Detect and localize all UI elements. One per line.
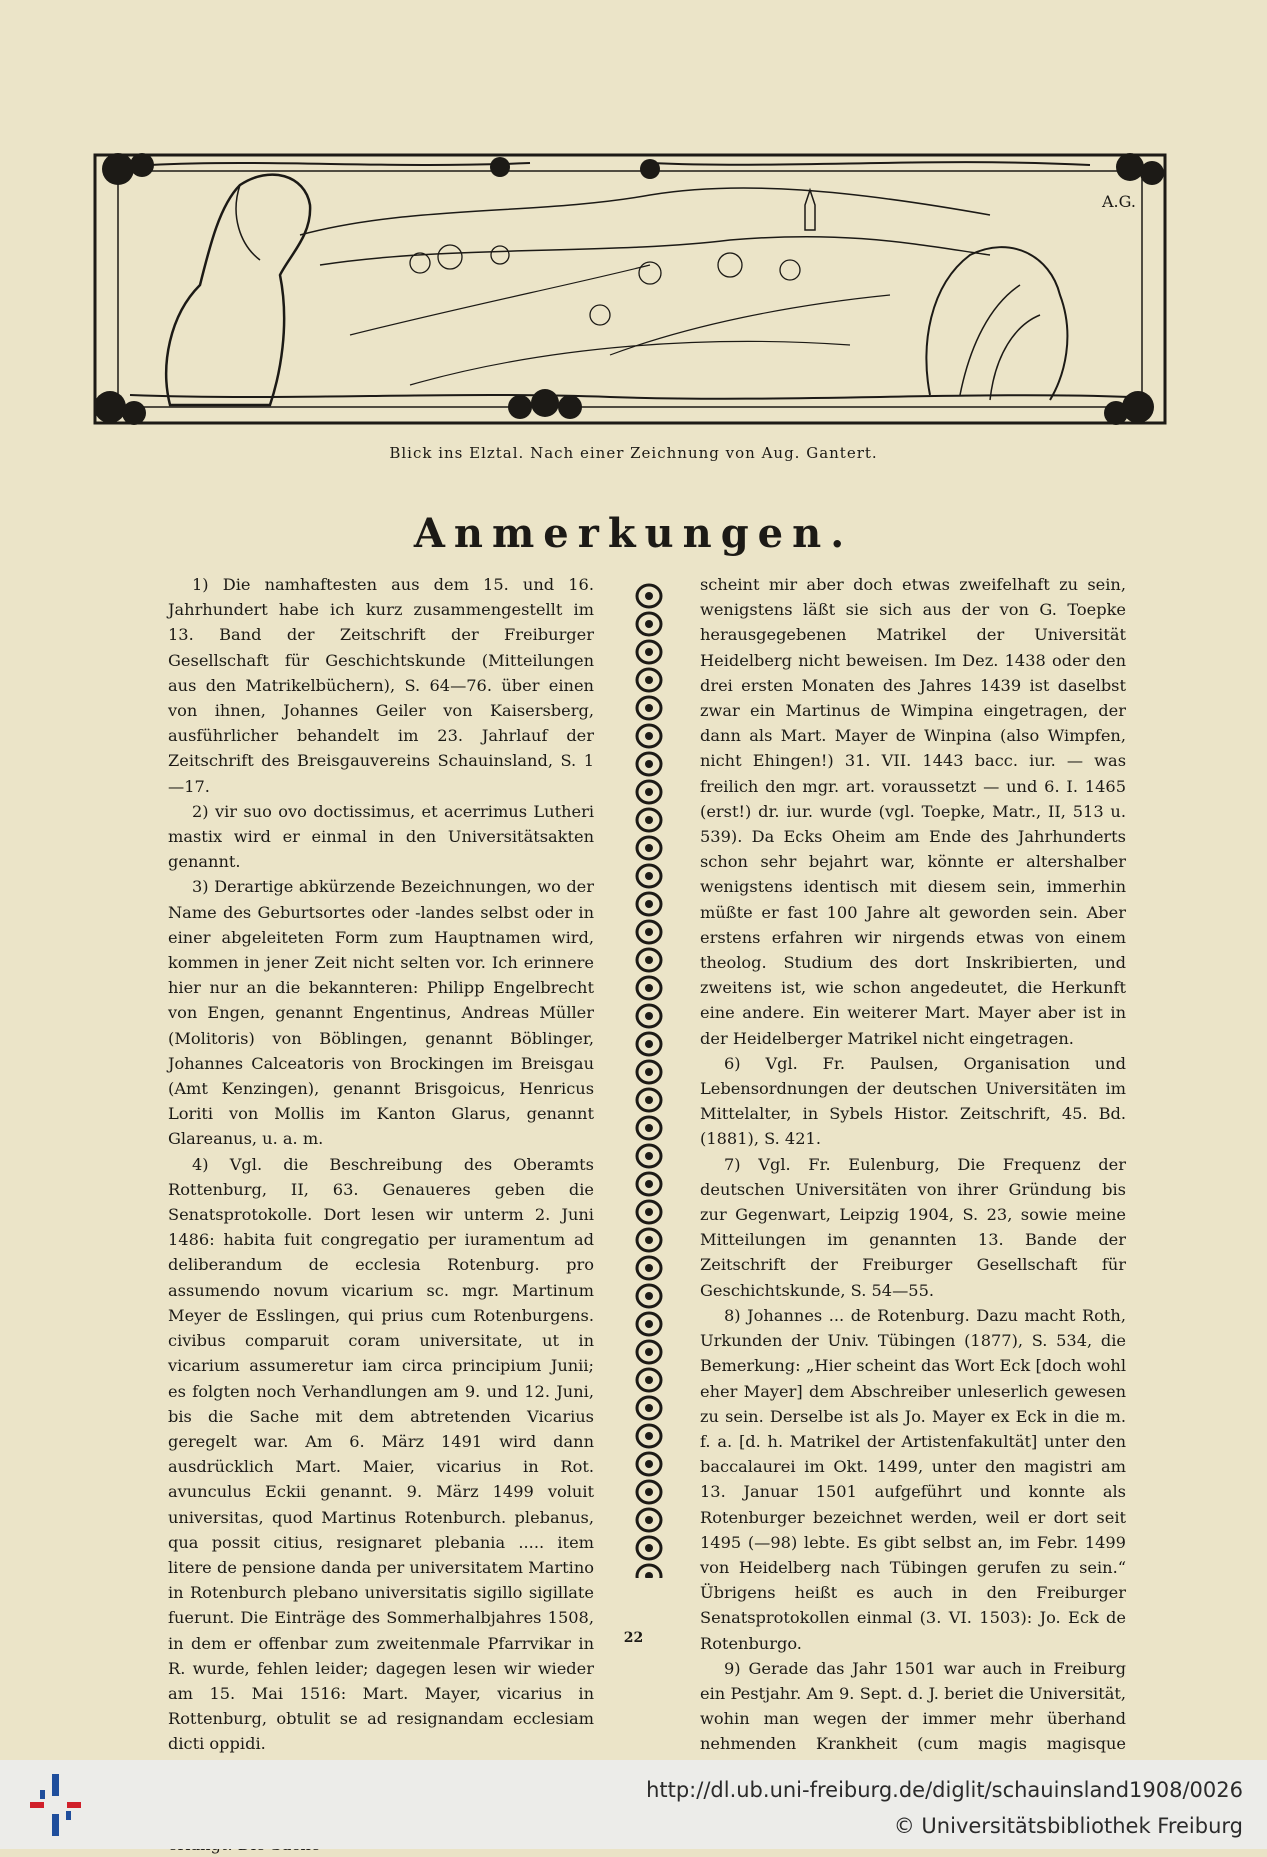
- divider-ornament: [637, 1033, 661, 1055]
- divider-ornament: [637, 1369, 661, 1391]
- divider-ornament: [637, 613, 661, 635]
- divider-ornament: [637, 781, 661, 803]
- divider-ornament: [637, 977, 661, 999]
- divider-ornament: [637, 1565, 661, 1578]
- footnote-1: 1) Die namhaftesten aus dem 15. und 16. Jahrhundert habe ich kurz zusammengestellt im 13. Band der Zeitschrift der Freiburger Gesellschaft für Geschichtskunde (Mitteilungen aus den Matrikelbüchern), S. 64—76. über einen von ihnen, Johannes Geiler von Kaisersberg, ausführlicher behandelt im 23. Jahrlauf der Zeitschrift des Breisgauvereins Schauinsland, S. 1—17.: [168, 575, 594, 796]
- footnote-4: 4) Vgl. die Beschreibung des Oberamts Rottenburg, II, 63. Genaueres geben die Senatsprotokolle. Dort lesen wir unterm 2. Juni 1486: habita fuit congregatio per iuramentum ad deliberandum de ecclesia Rotenburg. pro assumendo novum vicarium sc. mgr. Martinum Meyer de Esslingen, qui prius cum Rotenburgens. civibus comparuit coram universitate, ut in vicarium assumeretur iam circa principium Junii; es folgten noch Verhandlungen am 9. und 12. Juni, bis die Sache mit dem abtretenden Vicarius geregelt war. Am 6. März 1491 wird dann ausdrücklich Mart. Maier, vicarius in Rot. avunculus Eckii genannt. 9. März 1499 voluit universitas, quod Martinus Rotenburch. plebanus, qua possit citius, resignaret plebania ..... item litere de pensione danda per universitatem Martino in Rotenburch plebano universitatis sigillo sigillate fuerunt. Die Einträge des Sommerhalbjahres 1508, in dem er offenbar zum zweitenmale Pfarrvikar in R. wurde, fehlen leider; dagegen lesen wir wieder am 15. Mai 1516: Mart. Mayer, vicarius in Rottenburg, obtulit se ad resignandam ecclesiam dicti oppidi.: [168, 1154, 594, 1754]
- divider-ornament: [637, 949, 661, 971]
- artist-signature: A.G.: [1102, 192, 1136, 211]
- page-heading: Anmerkungen.: [413, 510, 854, 557]
- divider-ornament: [637, 837, 661, 859]
- divider-ornament: [637, 893, 661, 915]
- illustration-drawing: [90, 145, 1170, 435]
- divider-ornament: [637, 585, 661, 607]
- divider-ornament: [637, 809, 661, 831]
- divider-ornament: [637, 1257, 661, 1279]
- divider-ornament: [637, 1397, 661, 1419]
- library-logo-icon: [30, 1774, 82, 1836]
- footnote-2: 2) vir suo ovo doctissimus, et acerrimus Lutheri mastix wird er einmal in den Universitätsakten genannt.: [168, 801, 594, 872]
- left-column: [168, 572, 594, 1857]
- footnote-3: 3) Derartige abkürzende Bezeichnungen, wo der Name des Geburtsortes oder -landes selbst oder in einer abgeleiteten Form zum Hauptnamen wird, kommen in jener Zeit nicht selten vor. Ich erinnere hier nur an die bekannteren: Philipp Engelbrecht von Engen, genannt Engentinus, Andreas Müller (Molitoris) von Böblingen, genannt Böblinger, Johannes Calceatoris von Brockingen im Breisgau (Amt Kenzingen), genannt Brisgoicus, Henricus Loriti von Mollis im Kanton Glarus, genannt Glareanus, u. a. m.: [168, 877, 594, 1149]
- footnote-7: 7) Vgl. Fr. Eulenburg, Die Frequenz der deutschen Universitäten von ihrer Gründung bis zur Gegenwart, Leipzig 1904, S. 23, sowie meine Mitteilungen im genannten 13. Bande der Zeitschrift der Freiburger Gesellschaft für Geschichtskunde, S. 54—55.: [700, 1154, 1126, 1300]
- divider-ornament: [637, 1425, 661, 1447]
- divider-ornament: [637, 1173, 661, 1195]
- copyright-notice: © Universitätsbibliothek Freiburg: [893, 1814, 1243, 1838]
- divider-ornament: [637, 1313, 661, 1335]
- divider-ornament: [637, 1061, 661, 1083]
- ornamental-column-divider: [632, 578, 666, 1578]
- footer-bar: [0, 1760, 1267, 1849]
- divider-ornament: [637, 1089, 661, 1111]
- divider-ornament: [637, 1229, 661, 1251]
- elztal-illustration: [90, 145, 1170, 435]
- divider-ornament: [637, 921, 661, 943]
- illustration-caption: Blick ins Elztal. Nach einer Zeichnung von Aug. Gantert.: [389, 444, 878, 462]
- footnote-6: 6) Vgl. Fr. Paulsen, Organisation und Lebensordnungen der deutschen Universitäten im Mittelalter, in Sybels Histor. Zeitschrift, 45. Bd. (1881), S. 421.: [700, 1053, 1126, 1149]
- divider-ornament: [637, 1285, 661, 1307]
- right-column: [700, 572, 1126, 1782]
- divider-ornament: [637, 1481, 661, 1503]
- page-number: 22: [623, 1630, 644, 1646]
- divider-ornament: [637, 669, 661, 691]
- divider-ornament: [637, 725, 661, 747]
- divider-ornament: [637, 1537, 661, 1559]
- divider-ornament: [637, 1117, 661, 1139]
- divider-ornament: [637, 1341, 661, 1363]
- source-url-link[interactable]: http://dl.ub.uni-freiburg.de/diglit/schauinsland1908/0026: [646, 1778, 1243, 1802]
- footnote-9: 9) Gerade das Jahr 1501 war auch in Freiburg ein Pestjahr. Am 9. Sept. d. J. beriet die Universität, wohin man wegen der immer mehr überhand nehmenden Krankheit (cum magis magisque: [700, 1658, 1126, 1754]
- divider-ornament: [637, 1201, 661, 1223]
- divider-ornament: [637, 1005, 661, 1027]
- footnote-8: 8) Johannes ... de Rotenburg. Dazu macht Roth, Urkunden der Univ. Tübingen (1877), S. 534, die Bemerkung: „Hier scheint das Wort Eck [doch wohl eher Mayer] dem Abschreiber unleserlich gewesen zu sein. Derselbe ist als Jo. Mayer ex Eck in die m. f. a. [d. h. Matrikel der Artistenfakultät] unter den baccalaurei im Okt. 1499, unter den magistri am 13. Januar 1501 aufgeführt und konnte als Rotenburger bezeichnet werden, weil er dort seit 1495 (—98) lebte. Es gibt selbst an, im Febr. 1499 von Heidelberg nach Tübingen gerufen zu sein.“ Übrigens heißt es auch in den Freiburger Senatsprotokollen einmal (3. VI. 1503): Jo. Eck de Rotenburgo.: [700, 1305, 1126, 1653]
- divider-ornament: [637, 753, 661, 775]
- divider-ornament: [637, 641, 661, 663]
- footnote-5-continuation: scheint mir aber doch etwas zweifelhaft zu sein, wenigstens läßt sie sich aus der von G. Toepke herausgegebenen Matrikel der Universität Heidelberg nicht beweisen. Im Dez. 1438 oder den drei ersten Monaten des Jahres 1439 ist daselbst zwar ein Martinus de Wimpina eingetragen, der dann als Mart. Mayer de Winpina (also Wimpfen, nicht Ehingen!) 31. VII. 1443 bacc. iur. — was freilich den mgr. art. voraussetzt — und 6. I. 1465 (erst!) dr. iur. wurde (vgl. Toepke, Matr., II, 513 u. 539). Da Ecks Oheim am Ende des Jahrhunderts schon sehr bejahrt war, könnte er altershalber wenigstens identisch mit diesem sein, immerhin müßte er fast 100 Jahre alt geworden sein. Aber erstens erfahren wir nirgends etwas von einem theolog. Studium des dort Inskribierten, und zweitens ist, wie schon angedeutet, die Herkunft eine andere. Ein weiterer Mart. Mayer aber ist in der Heidelberger Matrikel nicht eingetragen.: [700, 575, 1126, 1048]
- divider-ornament: [637, 1453, 661, 1475]
- divider-ornament: [637, 1145, 661, 1167]
- divider-ornament: [637, 697, 661, 719]
- divider-ornament: [637, 865, 661, 887]
- divider-ornament: [637, 1509, 661, 1531]
